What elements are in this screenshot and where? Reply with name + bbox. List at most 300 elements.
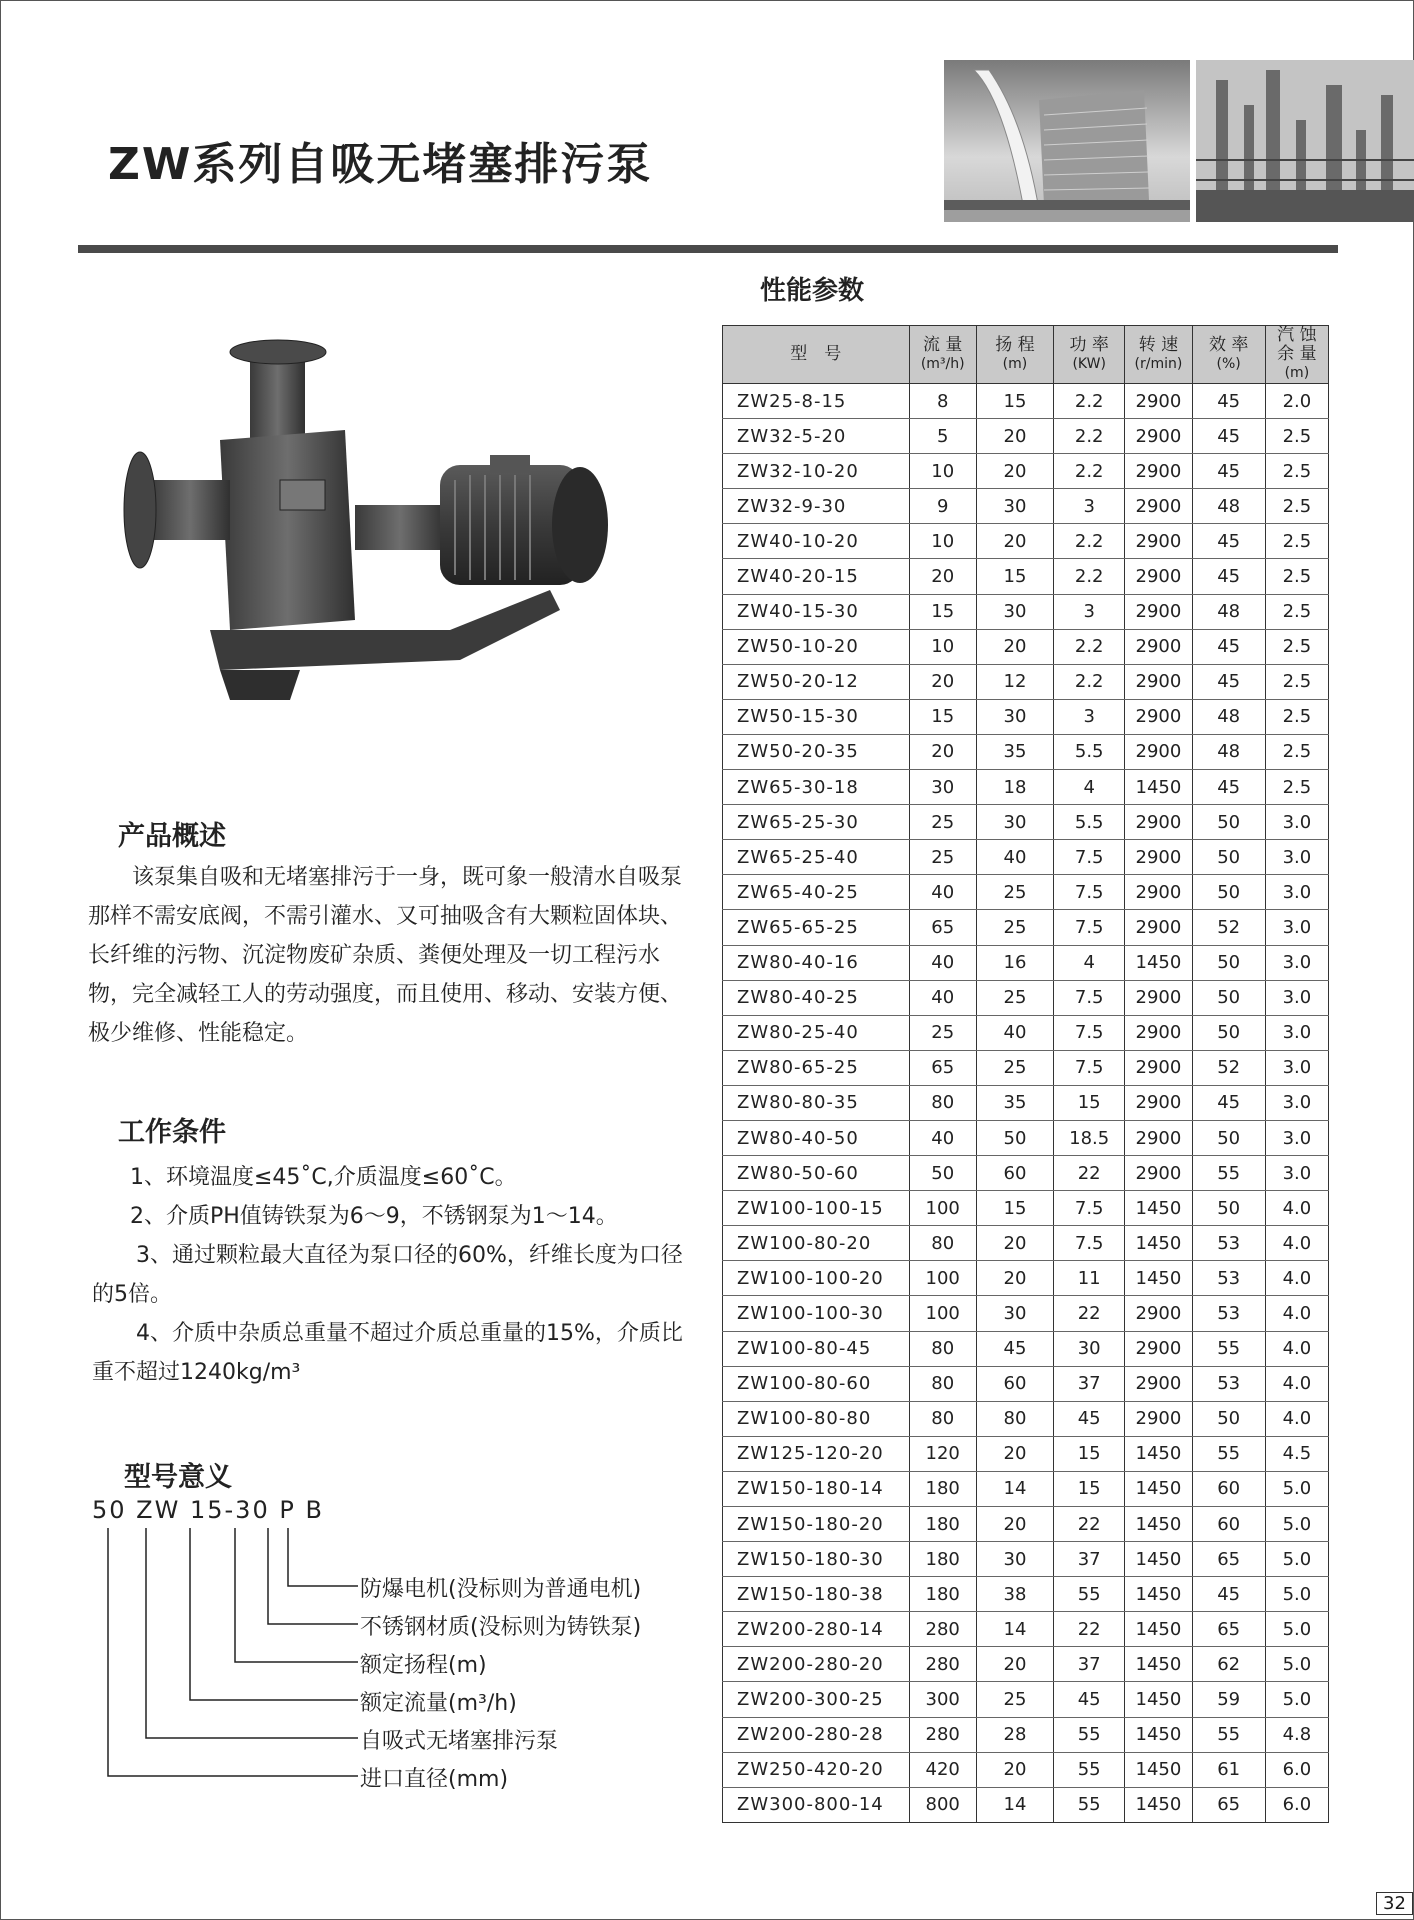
cell-flow: 40 (909, 945, 976, 980)
cell-efficiency: 45 (1192, 664, 1265, 699)
cell-model: ZW40-20-15 (723, 559, 910, 594)
cell-model: ZW65-30-18 (723, 770, 910, 805)
header-power (1054, 326, 1125, 384)
cell-model: ZW100-100-15 (723, 1191, 910, 1226)
cell-efficiency: 55 (1192, 1331, 1265, 1366)
cell-efficiency: 55 (1192, 1717, 1265, 1752)
cell-power: 15 (1054, 1436, 1125, 1471)
cell-model: ZW150-180-38 (723, 1577, 910, 1612)
overview-heading: 产品概述 (118, 821, 226, 852)
header-head-unit: (m) (1002, 355, 1028, 372)
cell-npsh: 3.0 (1265, 945, 1328, 980)
cell-npsh: 3.0 (1265, 875, 1328, 910)
cell-speed: 1450 (1125, 1226, 1192, 1261)
cell-efficiency: 55 (1192, 1156, 1265, 1191)
cell-power: 11 (1054, 1261, 1125, 1296)
cell-npsh: 2.5 (1265, 629, 1328, 664)
cell-npsh: 6.0 (1265, 1752, 1328, 1787)
cell-head: 20 (976, 454, 1053, 489)
cell-power: 37 (1054, 1647, 1125, 1682)
cell-speed: 2900 (1125, 594, 1192, 629)
header-flow-unit: (m³/h) (920, 355, 965, 372)
cell-model: ZW32-5-20 (723, 419, 910, 454)
table-row (723, 629, 1329, 664)
cell-speed: 2900 (1125, 384, 1192, 419)
cell-npsh: 3.0 (1265, 840, 1328, 875)
model-code: 50 ZW 15-30 P B (92, 1496, 324, 1524)
building-photo (944, 60, 1190, 222)
cell-flow: 180 (909, 1577, 976, 1612)
cell-head: 35 (976, 1085, 1053, 1120)
cell-flow: 8 (909, 384, 976, 419)
table-row (723, 1226, 1329, 1261)
cell-npsh: 3.0 (1265, 1015, 1328, 1050)
cell-model: ZW50-10-20 (723, 629, 910, 664)
cell-speed: 2900 (1125, 1156, 1192, 1191)
cell-model: ZW65-25-30 (723, 805, 910, 840)
cell-flow: 9 (909, 489, 976, 524)
cell-efficiency: 65 (1192, 1787, 1265, 1822)
cell-efficiency: 61 (1192, 1752, 1265, 1787)
cell-flow: 80 (909, 1226, 976, 1261)
cell-speed: 1450 (1125, 1507, 1192, 1542)
cell-power: 2.2 (1054, 454, 1125, 489)
cell-model: ZW200-280-28 (723, 1717, 910, 1752)
table-row (723, 1366, 1329, 1401)
cell-flow: 5 (909, 419, 976, 454)
cell-head: 14 (976, 1787, 1053, 1822)
cell-flow: 180 (909, 1542, 976, 1577)
cell-efficiency: 62 (1192, 1647, 1265, 1682)
cell-power: 2.2 (1054, 384, 1125, 419)
cell-npsh: 2.5 (1265, 524, 1328, 559)
cell-power: 7.5 (1054, 840, 1125, 875)
cell-model: ZW80-40-50 (723, 1120, 910, 1155)
cell-head: 60 (976, 1366, 1053, 1401)
cell-efficiency: 59 (1192, 1682, 1265, 1717)
cell-power: 37 (1054, 1366, 1125, 1401)
table-row (723, 699, 1329, 734)
cell-efficiency: 45 (1192, 454, 1265, 489)
cell-npsh: 4.8 (1265, 1717, 1328, 1752)
cell-speed: 1450 (1125, 1717, 1192, 1752)
cell-power: 30 (1054, 1331, 1125, 1366)
cell-head: 20 (976, 629, 1053, 664)
cell-model: ZW32-9-30 (723, 489, 910, 524)
cell-npsh: 5.0 (1265, 1682, 1328, 1717)
cell-head: 30 (976, 1296, 1053, 1331)
cell-efficiency: 45 (1192, 419, 1265, 454)
cell-efficiency: 53 (1192, 1366, 1265, 1401)
table-row (723, 1156, 1329, 1191)
cell-efficiency: 50 (1192, 1191, 1265, 1226)
cell-head: 38 (976, 1577, 1053, 1612)
header-flow (909, 326, 976, 384)
cell-model: ZW50-15-30 (723, 699, 910, 734)
cell-npsh: 2.5 (1265, 594, 1328, 629)
cell-speed: 1450 (1125, 1542, 1192, 1577)
cell-head: 14 (976, 1612, 1053, 1647)
cell-power: 22 (1054, 1156, 1125, 1191)
cell-flow: 80 (909, 1085, 976, 1120)
cell-efficiency: 50 (1192, 1401, 1265, 1436)
cell-npsh: 2.5 (1265, 454, 1328, 489)
cell-head: 45 (976, 1331, 1053, 1366)
cell-efficiency: 50 (1192, 980, 1265, 1015)
cell-flow: 100 (909, 1191, 976, 1226)
cell-power: 55 (1054, 1787, 1125, 1822)
cell-model: ZW200-280-20 (723, 1647, 910, 1682)
condition-item-4: 4、介质中杂质总重量不超过介质总重量的15%，介质比重不超过1240kg/m³ (92, 1321, 683, 1385)
cell-flow: 25 (909, 1015, 976, 1050)
header-model: 型 号 (723, 326, 910, 384)
cell-model: ZW80-25-40 (723, 1015, 910, 1050)
cell-power: 15 (1054, 1085, 1125, 1120)
cell-efficiency: 65 (1192, 1542, 1265, 1577)
table-row (723, 559, 1329, 594)
cell-efficiency: 45 (1192, 629, 1265, 664)
cell-efficiency: 50 (1192, 1120, 1265, 1155)
cell-npsh: 2.5 (1265, 489, 1328, 524)
cell-head: 15 (976, 1191, 1053, 1226)
table-row (723, 1717, 1329, 1752)
cell-efficiency: 53 (1192, 1261, 1265, 1296)
cell-flow: 300 (909, 1682, 976, 1717)
meaning-label-inlet-diameter: 进口直径(mm) (360, 1767, 509, 1792)
cell-npsh: 6.0 (1265, 1787, 1328, 1822)
cell-power: 2.2 (1054, 664, 1125, 699)
table-row (723, 840, 1329, 875)
cell-flow: 40 (909, 1120, 976, 1155)
cell-flow: 420 (909, 1752, 976, 1787)
table-row (723, 594, 1329, 629)
condition-item-1: 1、环境温度≤45˚C,介质温度≤60˚C。 (130, 1165, 517, 1190)
cell-power: 3 (1054, 699, 1125, 734)
cell-power: 2.2 (1054, 559, 1125, 594)
conditions-heading: 工作条件 (118, 1117, 226, 1148)
table-row (723, 1787, 1329, 1822)
cell-speed: 1450 (1125, 1471, 1192, 1506)
cell-power: 55 (1054, 1717, 1125, 1752)
cell-efficiency: 50 (1192, 875, 1265, 910)
header-eff-unit: (%) (1216, 355, 1241, 372)
meaning-label-head: 额定扬程(m) (360, 1653, 487, 1678)
cell-speed: 1450 (1125, 1436, 1192, 1471)
header-npsh-unit: (m) (1284, 365, 1310, 381)
cell-flow: 280 (909, 1717, 976, 1752)
cell-npsh: 2.0 (1265, 384, 1328, 419)
table-header-row (723, 326, 1329, 384)
cell-model: ZW150-180-14 (723, 1471, 910, 1506)
cell-power: 45 (1054, 1682, 1125, 1717)
cell-flow: 40 (909, 980, 976, 1015)
table-row (723, 805, 1329, 840)
cell-model: ZW65-65-25 (723, 910, 910, 945)
table-row (723, 910, 1329, 945)
model-meaning-lines (92, 1520, 362, 1780)
cell-flow: 280 (909, 1647, 976, 1682)
cell-head: 30 (976, 594, 1053, 629)
table-row (723, 1331, 1329, 1366)
cell-power: 37 (1054, 1542, 1125, 1577)
cell-flow: 15 (909, 594, 976, 629)
cell-model: ZW100-80-60 (723, 1366, 910, 1401)
cell-npsh: 5.0 (1265, 1577, 1328, 1612)
cell-head: 20 (976, 1261, 1053, 1296)
table-row (723, 1050, 1329, 1085)
table-row (723, 1471, 1329, 1506)
header-eff-label: 效 率 (1208, 334, 1249, 355)
cell-flow: 180 (909, 1471, 976, 1506)
cell-speed: 1450 (1125, 770, 1192, 805)
cell-flow: 80 (909, 1331, 976, 1366)
header-speed-unit: (r/min) (1134, 355, 1183, 372)
cell-speed: 2900 (1125, 1120, 1192, 1155)
cell-head: 28 (976, 1717, 1053, 1752)
cell-efficiency: 50 (1192, 945, 1265, 980)
cell-head: 25 (976, 1682, 1053, 1717)
cell-model: ZW150-180-30 (723, 1542, 910, 1577)
cell-model: ZW65-40-25 (723, 875, 910, 910)
cell-flow: 25 (909, 805, 976, 840)
table-row (723, 945, 1329, 980)
cell-model: ZW80-40-25 (723, 980, 910, 1015)
cell-head: 30 (976, 1542, 1053, 1577)
table-row (723, 1577, 1329, 1612)
cell-flow: 25 (909, 840, 976, 875)
cell-model: ZW100-80-45 (723, 1331, 910, 1366)
cell-power: 4 (1054, 945, 1125, 980)
table-row (723, 734, 1329, 769)
table-row (723, 1296, 1329, 1331)
cell-npsh: 5.0 (1265, 1542, 1328, 1577)
cell-head: 30 (976, 805, 1053, 840)
cell-head: 16 (976, 945, 1053, 980)
cell-speed: 1450 (1125, 1577, 1192, 1612)
cell-npsh: 4.0 (1265, 1261, 1328, 1296)
cell-speed: 2900 (1125, 875, 1192, 910)
cell-flow: 20 (909, 664, 976, 699)
table-row (723, 419, 1329, 454)
model-meaning-heading: 型号意义 (124, 1462, 232, 1493)
table-row (723, 1682, 1329, 1717)
cell-flow: 30 (909, 770, 976, 805)
cell-head: 60 (976, 1156, 1053, 1191)
cell-efficiency: 48 (1192, 594, 1265, 629)
cell-head: 20 (976, 1507, 1053, 1542)
cell-model: ZW80-65-25 (723, 1050, 910, 1085)
conditions-list (92, 1158, 692, 1392)
cell-efficiency: 45 (1192, 770, 1265, 805)
cell-model: ZW250-420-20 (723, 1752, 910, 1787)
cell-flow: 80 (909, 1401, 976, 1436)
cell-model: ZW25-8-15 (723, 384, 910, 419)
cell-npsh: 5.0 (1265, 1471, 1328, 1506)
table-row (723, 664, 1329, 699)
cell-power: 15 (1054, 1471, 1125, 1506)
cell-npsh: 4.0 (1265, 1401, 1328, 1436)
cell-speed: 2900 (1125, 489, 1192, 524)
table-row (723, 1752, 1329, 1787)
cell-speed: 2900 (1125, 1296, 1192, 1331)
table-row (723, 524, 1329, 559)
cell-speed: 2900 (1125, 805, 1192, 840)
table-row (723, 980, 1329, 1015)
cell-npsh: 2.5 (1265, 664, 1328, 699)
pump-image (120, 330, 620, 720)
table-title: 性能参数 (760, 276, 865, 306)
cell-flow: 65 (909, 1050, 976, 1085)
cell-flow: 20 (909, 734, 976, 769)
table-row (723, 489, 1329, 524)
cell-npsh: 2.5 (1265, 770, 1328, 805)
header-head-label: 扬 程 (995, 334, 1035, 355)
cell-flow: 120 (909, 1436, 976, 1471)
cell-power: 3 (1054, 594, 1125, 629)
cell-speed: 2900 (1125, 664, 1192, 699)
cell-model: ZW40-10-20 (723, 524, 910, 559)
cell-speed: 1450 (1125, 1261, 1192, 1296)
cell-efficiency: 45 (1192, 559, 1265, 594)
cell-power: 4 (1054, 770, 1125, 805)
cell-npsh: 4.0 (1265, 1366, 1328, 1401)
cell-power: 3 (1054, 489, 1125, 524)
cell-flow: 50 (909, 1156, 976, 1191)
cell-efficiency: 45 (1192, 1085, 1265, 1120)
table-row (723, 1612, 1329, 1647)
cell-efficiency: 55 (1192, 1436, 1265, 1471)
cell-head: 20 (976, 419, 1053, 454)
cell-npsh: 4.0 (1265, 1296, 1328, 1331)
table-row (723, 454, 1329, 489)
meaning-label-flow: 额定流量(m³/h) (360, 1691, 517, 1716)
cell-power: 2.2 (1054, 419, 1125, 454)
cell-head: 25 (976, 980, 1053, 1015)
cell-model: ZW100-80-80 (723, 1401, 910, 1436)
meaning-label-stainless: 不锈钢材质(没标则为铸铁泵) (360, 1615, 642, 1640)
cell-efficiency: 48 (1192, 699, 1265, 734)
cell-speed: 1450 (1125, 1682, 1192, 1717)
table-row (723, 1647, 1329, 1682)
cell-model: ZW150-180-20 (723, 1507, 910, 1542)
cell-npsh: 2.5 (1265, 734, 1328, 769)
cell-power: 22 (1054, 1612, 1125, 1647)
cell-flow: 10 (909, 454, 976, 489)
cell-npsh: 3.0 (1265, 910, 1328, 945)
cell-power: 7.5 (1054, 1226, 1125, 1261)
cell-head: 50 (976, 1120, 1053, 1155)
header-power-unit: (KW) (1072, 355, 1106, 372)
cell-power: 7.5 (1054, 1015, 1125, 1050)
cell-head: 15 (976, 559, 1053, 594)
cell-model: ZW80-40-16 (723, 945, 910, 980)
condition-item-3: 3、通过颗粒最大直径为泵口径的60%，纤维长度为口径的5倍。 (92, 1243, 683, 1307)
table-row (723, 1261, 1329, 1296)
cell-head: 80 (976, 1401, 1053, 1436)
cell-model: ZW80-80-35 (723, 1085, 910, 1120)
cell-head: 40 (976, 1015, 1053, 1050)
cell-head: 35 (976, 734, 1053, 769)
cell-head: 30 (976, 699, 1053, 734)
cell-model: ZW100-100-30 (723, 1296, 910, 1331)
cell-power: 2.2 (1054, 524, 1125, 559)
cell-power: 22 (1054, 1507, 1125, 1542)
cell-power: 5.5 (1054, 805, 1125, 840)
table-row (723, 1191, 1329, 1226)
cell-npsh: 4.0 (1265, 1226, 1328, 1261)
cell-speed: 2900 (1125, 419, 1192, 454)
cell-model: ZW100-100-20 (723, 1261, 910, 1296)
cell-npsh: 4.5 (1265, 1436, 1328, 1471)
table-row (723, 1436, 1329, 1471)
cell-head: 20 (976, 1647, 1053, 1682)
cell-efficiency: 48 (1192, 489, 1265, 524)
cell-power: 7.5 (1054, 910, 1125, 945)
cell-head: 20 (976, 524, 1053, 559)
header-npsh (1265, 326, 1328, 384)
cell-power: 55 (1054, 1577, 1125, 1612)
cell-power: 7.5 (1054, 980, 1125, 1015)
cell-npsh: 3.0 (1265, 1156, 1328, 1191)
table-row (723, 1542, 1329, 1577)
table-row (723, 384, 1329, 419)
table-row (723, 875, 1329, 910)
cell-npsh: 2.5 (1265, 419, 1328, 454)
header-efficiency (1192, 326, 1265, 384)
cell-power: 7.5 (1054, 875, 1125, 910)
cell-efficiency: 65 (1192, 1612, 1265, 1647)
cell-model: ZW40-15-30 (723, 594, 910, 629)
cell-npsh: 5.0 (1265, 1612, 1328, 1647)
cell-flow: 100 (909, 1261, 976, 1296)
cell-flow: 15 (909, 699, 976, 734)
cell-efficiency: 60 (1192, 1471, 1265, 1506)
cell-speed: 2900 (1125, 1401, 1192, 1436)
table-row (723, 1085, 1329, 1120)
cell-flow: 10 (909, 524, 976, 559)
cell-head: 25 (976, 875, 1053, 910)
cell-speed: 1450 (1125, 1612, 1192, 1647)
cell-model: ZW200-300-25 (723, 1682, 910, 1717)
cell-power: 18.5 (1054, 1120, 1125, 1155)
cell-npsh: 4.0 (1265, 1191, 1328, 1226)
cell-npsh: 2.5 (1265, 559, 1328, 594)
page-title: ZW系列自吸无堵塞排污泵 (108, 139, 653, 190)
cell-head: 12 (976, 664, 1053, 699)
cell-speed: 1450 (1125, 1787, 1192, 1822)
cell-speed: 2900 (1125, 1366, 1192, 1401)
header-speed-label: 转 速 (1138, 334, 1179, 355)
cell-speed: 1450 (1125, 945, 1192, 980)
cell-speed: 2900 (1125, 559, 1192, 594)
cell-flow: 280 (909, 1612, 976, 1647)
table-body (723, 384, 1329, 1823)
cell-flow: 65 (909, 910, 976, 945)
cell-flow: 10 (909, 629, 976, 664)
cell-head: 14 (976, 1471, 1053, 1506)
refinery-photo (1196, 60, 1414, 222)
cell-head: 25 (976, 910, 1053, 945)
cell-npsh: 3.0 (1265, 1120, 1328, 1155)
cell-speed: 2900 (1125, 980, 1192, 1015)
cell-speed: 2900 (1125, 629, 1192, 664)
header-speed (1125, 326, 1192, 384)
cell-efficiency: 50 (1192, 805, 1265, 840)
cell-efficiency: 53 (1192, 1226, 1265, 1261)
header-head (976, 326, 1053, 384)
cell-speed: 2900 (1125, 910, 1192, 945)
cell-speed: 2900 (1125, 454, 1192, 489)
